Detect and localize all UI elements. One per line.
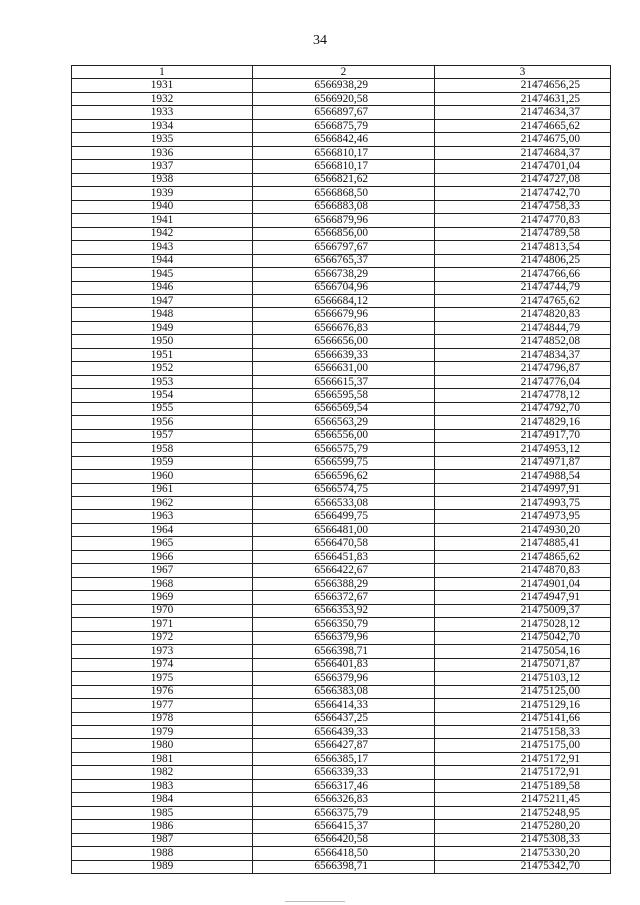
point-number-cell: 1957 [72,429,253,442]
table-row [72,672,611,685]
table-row [72,429,611,442]
y-coordinate-cell: 21474634,37 [435,106,611,119]
y-coordinate-cell: 21474770,83 [435,214,611,227]
y-coordinate-cell: 21475211,45 [435,793,611,806]
x-coordinate-cell: 6566326,83 [253,793,435,806]
scan-artifact-line [285,901,345,902]
table-row [72,119,611,132]
x-coordinate-cell: 6566599,75 [253,456,435,469]
x-coordinate-cell: 6566422,67 [253,564,435,577]
y-coordinate-cell: 21474665,62 [435,119,611,132]
y-coordinate-cell: 21475248,95 [435,806,611,819]
point-number-cell: 1947 [72,294,253,307]
x-coordinate-cell: 6566451,83 [253,550,435,563]
point-number-cell: 1955 [72,402,253,415]
x-coordinate-cell: 6566810,17 [253,160,435,173]
x-coordinate-cell: 6566398,71 [253,860,435,873]
x-coordinate-cell: 6566418,50 [253,847,435,860]
point-number-cell: 1967 [72,564,253,577]
y-coordinate-cell: 21475172,91 [435,752,611,765]
table-row [72,752,611,765]
table-row [72,146,611,159]
y-coordinate-cell: 21475172,91 [435,766,611,779]
x-coordinate-cell: 6566499,75 [253,510,435,523]
point-number-cell: 1939 [72,187,253,200]
point-number-cell: 1972 [72,631,253,644]
point-number-cell: 1975 [72,672,253,685]
y-coordinate-cell: 21475009,37 [435,604,611,617]
x-coordinate-cell: 6566437,25 [253,712,435,725]
y-coordinate-cell: 21474742,70 [435,187,611,200]
point-number-cell: 1969 [72,591,253,604]
table-row [72,281,611,294]
point-number-cell: 1960 [72,470,253,483]
x-coordinate-cell: 6566398,71 [253,645,435,658]
x-coordinate-cell: 6566427,87 [253,739,435,752]
table-row [72,308,611,321]
x-coordinate-cell: 6566821,62 [253,173,435,186]
table-row [72,860,611,873]
x-coordinate-cell: 6566856,00 [253,227,435,240]
x-coordinate-cell: 6566420,58 [253,833,435,846]
point-number-cell: 1984 [72,793,253,806]
point-number-cell: 1968 [72,577,253,590]
table-row [72,779,611,792]
y-coordinate-cell: 21475125,00 [435,685,611,698]
x-coordinate-cell: 6566938,29 [253,79,435,92]
x-coordinate-cell: 6566353,92 [253,604,435,617]
x-coordinate-cell: 6566615,37 [253,375,435,388]
column-header-2: 2 [253,66,435,79]
point-number-cell: 1978 [72,712,253,725]
x-coordinate-cell: 6566383,08 [253,685,435,698]
column-header-1: 1 [72,66,253,79]
y-coordinate-cell: 21475141,66 [435,712,611,725]
table-row [72,375,611,388]
point-number-cell: 1971 [72,618,253,631]
x-coordinate-cell: 6566556,00 [253,429,435,442]
table-row [72,564,611,577]
point-number-cell: 1983 [72,779,253,792]
y-coordinate-cell: 21474684,37 [435,146,611,159]
table-row [72,321,611,334]
y-coordinate-cell: 21474971,87 [435,456,611,469]
point-number-cell: 1943 [72,241,253,254]
y-coordinate-cell: 21474829,16 [435,416,611,429]
x-coordinate-cell: 6566631,00 [253,362,435,375]
table-row [72,294,611,307]
point-number-cell: 1973 [72,645,253,658]
y-coordinate-cell: 21474789,58 [435,227,611,240]
point-number-cell: 1966 [72,550,253,563]
y-coordinate-cell: 21474973,95 [435,510,611,523]
x-coordinate-cell: 6566415,37 [253,820,435,833]
y-coordinate-cell: 21475129,16 [435,699,611,712]
table-row [72,456,611,469]
y-coordinate-cell: 21474776,04 [435,375,611,388]
y-coordinate-cell: 21474917,70 [435,429,611,442]
point-number-cell: 1946 [72,281,253,294]
x-coordinate-cell: 6566575,79 [253,443,435,456]
point-number-cell: 1953 [72,375,253,388]
y-coordinate-cell: 21474953,12 [435,443,611,456]
table-row [72,133,611,146]
table-row [72,200,611,213]
x-coordinate-cell: 6566372,67 [253,591,435,604]
point-number-cell: 1958 [72,443,253,456]
y-coordinate-cell: 21475189,58 [435,779,611,792]
column-header-3: 3 [435,66,611,79]
point-number-cell: 1987 [72,833,253,846]
point-number-cell: 1932 [72,92,253,105]
table-row [72,699,611,712]
point-number-cell: 1942 [72,227,253,240]
x-coordinate-cell: 6566875,79 [253,119,435,132]
table-row [72,402,611,415]
table-row [72,173,611,186]
y-coordinate-cell: 21474631,25 [435,92,611,105]
point-number-cell: 1949 [72,321,253,334]
x-coordinate-cell: 6566595,58 [253,389,435,402]
table-row [72,362,611,375]
y-coordinate-cell: 21474765,62 [435,294,611,307]
y-coordinate-cell: 21474885,41 [435,537,611,550]
table-row [72,160,611,173]
point-number-cell: 1950 [72,335,253,348]
x-coordinate-cell: 6566439,33 [253,725,435,738]
table-row [72,254,611,267]
x-coordinate-cell: 6566379,96 [253,631,435,644]
page-number: 34 [313,33,327,48]
table-row [72,725,611,738]
table-row [72,92,611,105]
y-coordinate-cell: 21474701,04 [435,160,611,173]
y-coordinate-cell: 21475175,00 [435,739,611,752]
x-coordinate-cell: 6566596,62 [253,470,435,483]
table-row [72,483,611,496]
table-row [72,335,611,348]
point-number-cell: 1965 [72,537,253,550]
x-coordinate-cell: 6566350,79 [253,618,435,631]
point-number-cell: 1979 [72,725,253,738]
x-coordinate-cell: 6566684,12 [253,294,435,307]
y-coordinate-cell: 21474947,91 [435,591,611,604]
table-row [72,241,611,254]
x-coordinate-cell: 6566379,96 [253,672,435,685]
y-coordinate-cell: 21474796,87 [435,362,611,375]
table-body [72,79,611,874]
table-row [72,348,611,361]
table-row [72,591,611,604]
point-number-cell: 1948 [72,308,253,321]
x-coordinate-cell: 6566375,79 [253,806,435,819]
point-number-cell: 1944 [72,254,253,267]
y-coordinate-cell: 21474993,75 [435,497,611,510]
table-row [72,604,611,617]
table-row [72,766,611,779]
x-coordinate-cell: 6566470,58 [253,537,435,550]
table-row [72,645,611,658]
table-row [72,523,611,536]
table-row [72,847,611,860]
y-coordinate-cell: 21474844,79 [435,321,611,334]
point-number-cell: 1940 [72,200,253,213]
table-header-row [72,66,611,79]
y-coordinate-cell: 21474870,83 [435,564,611,577]
table-row [72,739,611,752]
y-coordinate-cell: 21474852,08 [435,335,611,348]
point-number-cell: 1938 [72,173,253,186]
y-coordinate-cell: 21474930,20 [435,523,611,536]
x-coordinate-cell: 6566639,33 [253,348,435,361]
x-coordinate-cell: 6566533,08 [253,497,435,510]
point-number-cell: 1976 [72,685,253,698]
x-coordinate-cell: 6566317,46 [253,779,435,792]
x-coordinate-cell: 6566765,37 [253,254,435,267]
x-coordinate-cell: 6566679,96 [253,308,435,321]
y-coordinate-cell: 21474806,25 [435,254,611,267]
point-number-cell: 1989 [72,860,253,873]
y-coordinate-cell: 21474834,37 [435,348,611,361]
table-row [72,510,611,523]
y-coordinate-cell: 21475028,12 [435,618,611,631]
y-coordinate-cell: 21474820,83 [435,308,611,321]
table-row [72,106,611,119]
y-coordinate-cell: 21474766,66 [435,268,611,281]
x-coordinate-cell: 6566797,67 [253,241,435,254]
y-coordinate-cell: 21475158,33 [435,725,611,738]
table-row [72,820,611,833]
point-number-cell: 1986 [72,820,253,833]
point-number-cell: 1981 [72,752,253,765]
table-row [72,443,611,456]
y-coordinate-cell: 21474865,62 [435,550,611,563]
x-coordinate-cell: 6566676,83 [253,321,435,334]
y-coordinate-cell: 21474656,25 [435,79,611,92]
y-coordinate-cell: 21474988,54 [435,470,611,483]
x-coordinate-cell: 6566569,54 [253,402,435,415]
y-coordinate-cell: 21474997,91 [435,483,611,496]
point-number-cell: 1937 [72,160,253,173]
point-number-cell: 1985 [72,806,253,819]
x-coordinate-cell: 6566883,08 [253,200,435,213]
table-row [72,577,611,590]
point-number-cell: 1977 [72,699,253,712]
x-coordinate-cell: 6566574,75 [253,483,435,496]
table-row [72,685,611,698]
point-number-cell: 1980 [72,739,253,752]
table-row [72,550,611,563]
point-number-cell: 1933 [72,106,253,119]
x-coordinate-cell: 6566481,00 [253,523,435,536]
point-number-cell: 1941 [72,214,253,227]
y-coordinate-cell: 21475103,12 [435,672,611,685]
x-coordinate-cell: 6566738,29 [253,268,435,281]
table-row [72,79,611,92]
point-number-cell: 1952 [72,362,253,375]
table-row [72,497,611,510]
y-coordinate-cell: 21475280,20 [435,820,611,833]
point-number-cell: 1956 [72,416,253,429]
y-coordinate-cell: 21475330,20 [435,847,611,860]
table-row [72,227,611,240]
y-coordinate-cell: 21474778,12 [435,389,611,402]
table-row [72,187,611,200]
table-row [72,268,611,281]
x-coordinate-cell: 6566704,96 [253,281,435,294]
y-coordinate-cell: 21474675,00 [435,133,611,146]
x-coordinate-cell: 6566385,17 [253,752,435,765]
y-coordinate-cell: 21475054,16 [435,645,611,658]
y-coordinate-cell: 21474792,70 [435,402,611,415]
y-coordinate-cell: 21475308,33 [435,833,611,846]
x-coordinate-cell: 6566868,50 [253,187,435,200]
point-number-cell: 1963 [72,510,253,523]
table-row [72,470,611,483]
point-number-cell: 1945 [72,268,253,281]
y-coordinate-cell: 21474901,04 [435,577,611,590]
point-number-cell: 1974 [72,658,253,671]
table-row [72,537,611,550]
table-row [72,214,611,227]
coordinates-table [71,65,611,874]
x-coordinate-cell: 6566339,33 [253,766,435,779]
table-row [72,793,611,806]
table-row [72,806,611,819]
point-number-cell: 1936 [72,146,253,159]
point-number-cell: 1988 [72,847,253,860]
point-number-cell: 1951 [72,348,253,361]
x-coordinate-cell: 6566879,96 [253,214,435,227]
y-coordinate-cell: 21474744,79 [435,281,611,294]
x-coordinate-cell: 6566656,00 [253,335,435,348]
y-coordinate-cell: 21474758,33 [435,200,611,213]
table-row [72,416,611,429]
y-coordinate-cell: 21475071,87 [435,658,611,671]
x-coordinate-cell: 6566401,83 [253,658,435,671]
table-row [72,833,611,846]
x-coordinate-cell: 6566414,33 [253,699,435,712]
y-coordinate-cell: 21474813,54 [435,241,611,254]
point-number-cell: 1982 [72,766,253,779]
x-coordinate-cell: 6566388,29 [253,577,435,590]
table-row [72,658,611,671]
point-number-cell: 1970 [72,604,253,617]
point-number-cell: 1954 [72,389,253,402]
y-coordinate-cell: 21475042,70 [435,631,611,644]
point-number-cell: 1935 [72,133,253,146]
table-row [72,712,611,725]
y-coordinate-cell: 21475342,70 [435,860,611,873]
x-coordinate-cell: 6566563,29 [253,416,435,429]
x-coordinate-cell: 6566842,46 [253,133,435,146]
point-number-cell: 1964 [72,523,253,536]
x-coordinate-cell: 6566920,58 [253,92,435,105]
point-number-cell: 1962 [72,497,253,510]
table-row [72,389,611,402]
x-coordinate-cell: 6566810,17 [253,146,435,159]
y-coordinate-cell: 21474727,08 [435,173,611,186]
point-number-cell: 1961 [72,483,253,496]
x-coordinate-cell: 6566897,67 [253,106,435,119]
point-number-cell: 1959 [72,456,253,469]
table-row [72,618,611,631]
point-number-cell: 1931 [72,79,253,92]
table-row [72,631,611,644]
point-number-cell: 1934 [72,119,253,132]
